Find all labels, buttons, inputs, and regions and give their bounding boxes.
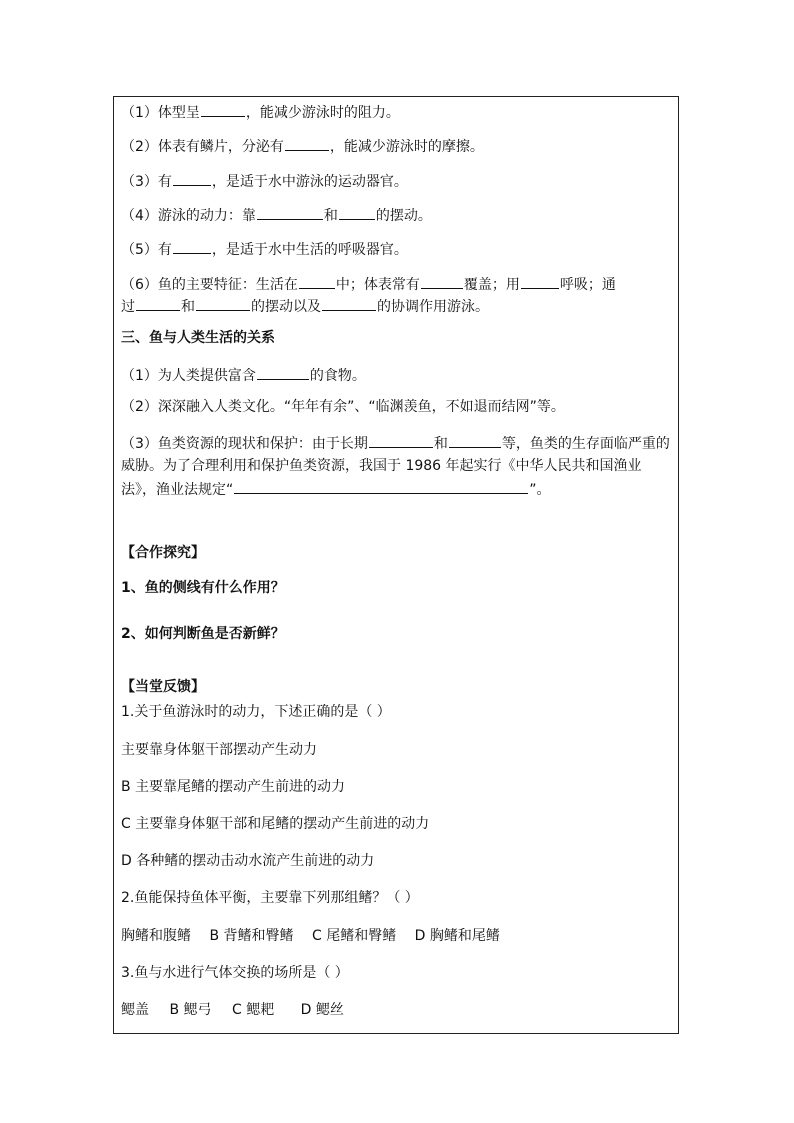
blank (421, 272, 463, 289)
blank (369, 431, 433, 448)
blank (173, 169, 211, 186)
question-3-option-a: 鳃盖 (121, 1002, 149, 1018)
blank (299, 272, 335, 289)
question-2-option-b: B 背鳍和臀鳍 (209, 928, 294, 944)
trait-2: （2）体表有鳞片，分泌有 ，能减少游泳时的摩擦。 (121, 134, 672, 157)
blank (196, 294, 250, 311)
blank (257, 203, 323, 220)
question-2-option-a: 胸鳍和腹鳍 (121, 928, 191, 944)
question-1-option-a: 主要靠身体躯干部摆动产生动力 (121, 742, 317, 758)
explore-heading: 【合作探究】 (121, 545, 205, 561)
blank (285, 134, 329, 151)
trait-1: （1）体型呈 ，能减少游泳时的阻力。 (121, 100, 672, 123)
explore-question-1: 1、鱼的侧线有什么作用？ (121, 580, 285, 596)
question-2-option-d: D 胸鳍和尾鳍 (414, 928, 500, 944)
question-2-stem: 2.鱼能保持鱼体平衡，主要靠下列那组鳍？（ ） (121, 890, 419, 906)
blank (234, 477, 528, 494)
blank (136, 294, 180, 311)
blank (201, 100, 245, 117)
blank (521, 272, 559, 289)
trait-6-line-1: （6）鱼的主要特征：生活在 中；体表常有 覆盖；用 呼吸；通 (121, 272, 672, 295)
blank (322, 294, 376, 311)
relation-2: （2）深深融入人类文化。“年年有余”、“临渊羡鱼，不如退而结网”等。 (121, 399, 565, 415)
question-3-option-d: D 鳃丝 (300, 1002, 344, 1018)
relation-1: （1）为人类提供富含 的食物。 (121, 363, 672, 386)
feedback-heading: 【当堂反馈】 (121, 679, 205, 695)
question-2-option-c: C 尾鳍和臀鳍 (311, 928, 397, 944)
question-1-option-c: C 主要靠身体躯干部和尾鳍的摆动产生前进的动力 (121, 816, 430, 832)
blank (173, 237, 211, 254)
trait-4: （4）游泳的动力：靠 和 的摆动。 (121, 203, 672, 226)
relation-3: （3）鱼类资源的现状和保护：由于长期 和 等，鱼类的生存面临严重的威胁。为了合理利用和保护鱼类资源，我国于 1986 年起实行《中华人民共和国渔业法》，渔业法规定“ ”。 (121, 431, 672, 501)
blank (257, 363, 309, 380)
worksheet-frame (113, 96, 679, 1034)
blank (339, 203, 375, 220)
question-2-options (121, 926, 672, 946)
question-1-stem: 1.关于鱼游泳时的动力，下述正确的是（ ） (121, 704, 391, 720)
trait-5: （5）有 ，是适于水中生活的呼吸器官。 (121, 237, 672, 260)
question-1-option-d: D 各种鳍的摆动击动水流产生前进的动力 (121, 853, 375, 869)
question-3-option-b: B 鳃弓 (169, 1002, 212, 1018)
question-3-option-c: C 鳃耙 (231, 1002, 275, 1018)
trait-3: （3）有 ，是适于水中游泳的运动器官。 (121, 169, 672, 192)
section-3-heading: 三、鱼与人类生活的关系 (121, 330, 275, 346)
question-3-stem: 3.鱼与水进行气体交换的场所是（ ） (121, 965, 349, 981)
blank (449, 431, 501, 448)
question-3-options (121, 1000, 672, 1020)
trait-6-line-2: 过 和 的摆动以及 的协调作用游泳。 (121, 294, 672, 317)
question-1-option-b: B 主要靠尾鳍的摆动产生前进的动力 (121, 779, 346, 795)
explore-question-2: 2、如何判断鱼是否新鲜？ (121, 626, 285, 642)
